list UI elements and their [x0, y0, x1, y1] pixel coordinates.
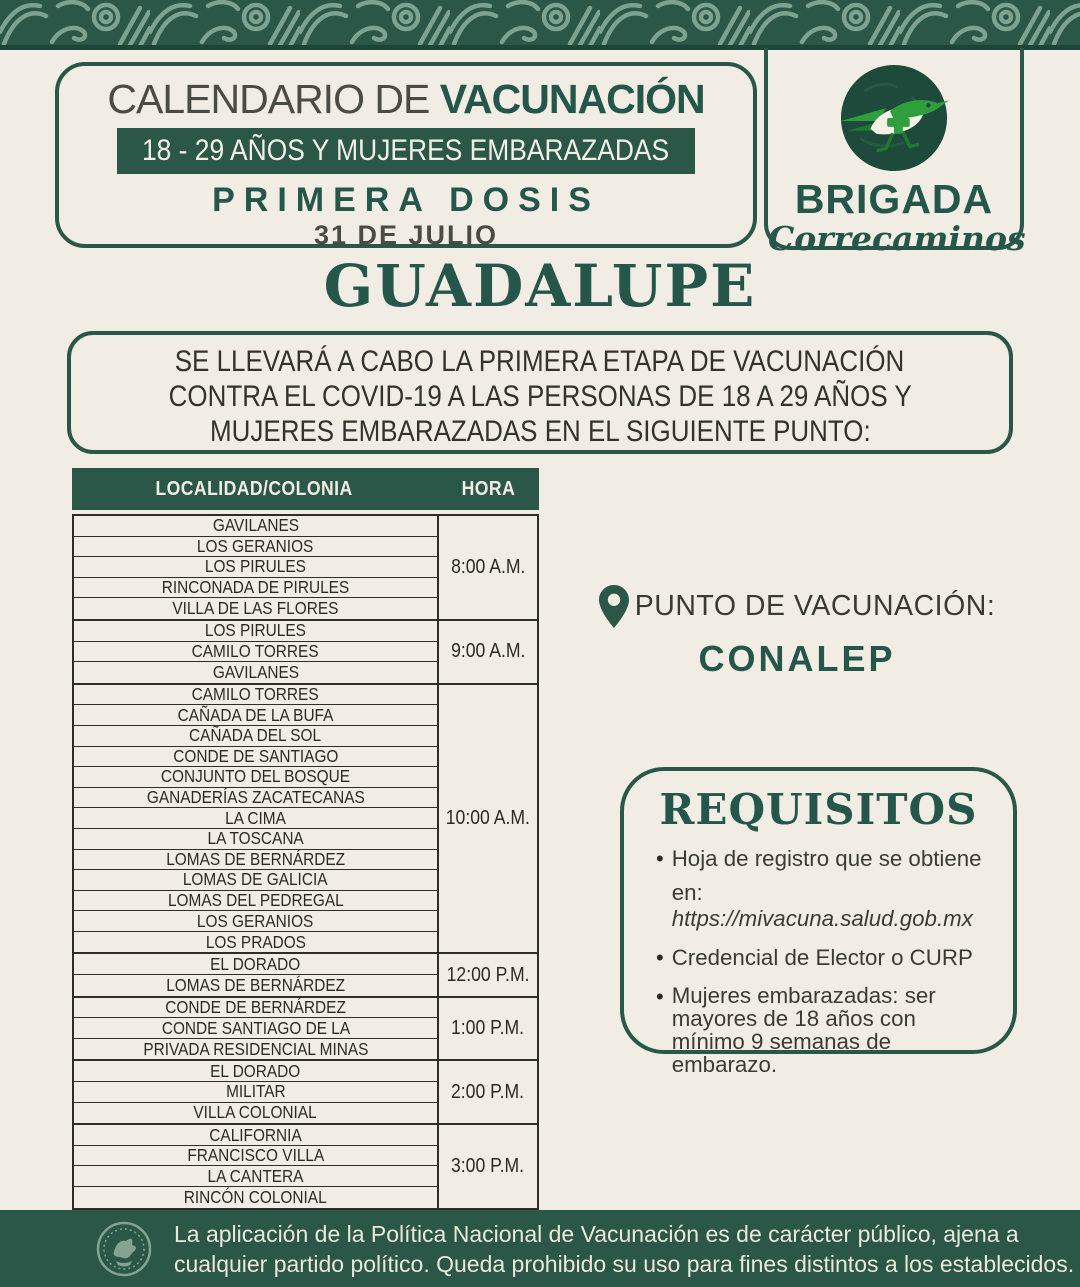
locality-cell: RINCONADA DE PIRULES	[74, 578, 437, 599]
schedule-group	[74, 1125, 537, 1207]
time-cell: 2:00 P.M.	[451, 1080, 525, 1103]
footer-band	[0, 1210, 1080, 1287]
schedule-group	[74, 621, 537, 685]
locality-cell: MILITAR	[74, 1082, 437, 1103]
table-header	[72, 468, 539, 510]
locality-cell: GAVILANES	[74, 516, 437, 537]
brigada-logo-box	[764, 48, 1026, 258]
city-title: GUADALUPE	[323, 252, 757, 320]
locality-cell: LA TOSCANA	[74, 829, 437, 850]
time-cell: 9:00 A.M.	[450, 640, 526, 663]
map-pin-icon	[599, 585, 629, 628]
time-cell: 8:00 A.M.	[450, 555, 526, 578]
locality-cell: CAÑADA DEL SOL	[74, 726, 437, 747]
schedule-group	[74, 998, 537, 1062]
locality-cell: GAVILANES	[212, 661, 299, 682]
dose-label: PRIMERA DOSIS	[212, 181, 600, 219]
column-header-hora: HORA	[461, 477, 515, 500]
requirement-item: • Hoja de registro que se obtiene en: https://mivacuna.salud.gob.mx	[656, 846, 982, 931]
aztec-pattern-icon	[0, 0, 1080, 50]
locality-cell: LOS PRADOS	[205, 931, 306, 952]
schedule-group	[74, 1061, 537, 1125]
bullet-icon: •	[656, 984, 664, 1009]
bullet-icon: •	[656, 945, 664, 970]
time-cell: 1:00 P.M.	[451, 1017, 525, 1040]
locality-cell: LOMAS DE GALICIA	[74, 870, 437, 891]
locality-cell: EL DORADO	[74, 1061, 437, 1082]
correcaminos-label: Correcaminos	[768, 219, 1026, 258]
age-group-banner: 18 - 29 AÑOS Y MUJERES EMBARAZADAS	[117, 128, 695, 174]
calendar-title	[96, 76, 716, 122]
locality-cell: LOS GERANIOS	[74, 911, 437, 932]
locality-cell: CAMILO TORRES	[74, 685, 437, 706]
locality-cell: VILLA DE LAS FLORES	[172, 598, 339, 619]
calendar-title-box	[55, 62, 757, 248]
decorative-pattern-band	[0, 0, 1080, 50]
locality-cell: LA CANTERA	[74, 1166, 437, 1187]
locality-cell: LA CIMA	[74, 808, 437, 829]
requirement-item: • Credencial de Elector o CURP	[656, 945, 973, 970]
locality-cell: CAÑADA DE LA BUFA	[74, 705, 437, 726]
intro-line: MUJERES EMBARAZADAS EN EL SIGUIENTE PUNTO:	[209, 415, 871, 448]
locality-cell: LOMAS DE BERNÁRDEZ	[166, 974, 345, 995]
eagle-silhouette	[114, 1238, 136, 1266]
footer-line: La aplicación de la Política Nacional de Vacunación es de carácter público, ajena a	[174, 1220, 1019, 1247]
schedule-group	[74, 954, 537, 997]
title-regular-part: CALENDARIO DE	[107, 76, 430, 122]
locality-cell: VILLA COLONIAL	[193, 1102, 318, 1123]
locality-cell: CONDE DE BERNÁRDEZ	[74, 998, 437, 1019]
requirements-title: REQUISITOS	[659, 785, 978, 834]
requirements-list	[624, 834, 1013, 1076]
requirements-box	[620, 767, 1017, 1077]
schedule-table	[72, 468, 539, 1210]
time-cell: 10:00 A.M.	[445, 807, 531, 830]
date-label: 31 DE JULIO	[313, 220, 499, 250]
vaccination-point-label: PUNTO DE VACUNACIÓN:	[634, 590, 996, 622]
locality-cell: EL DORADO	[74, 954, 437, 975]
roadrunner-logo-icon	[835, 62, 953, 174]
title-bold-part: VACUNACIÓN	[439, 76, 705, 122]
locality-cell: CONDE DE SANTIAGO	[74, 747, 437, 768]
requirement-item: • Mujeres embarazadas: ser mayores de 18 años con mínimo 9 semanas de embarazo.	[656, 983, 936, 1077]
column-header-localidad: LOCALIDAD/COLONIA	[155, 477, 354, 500]
time-cell: 3:00 P.M.	[451, 1154, 525, 1177]
locality-cell: LOS PIRULES	[74, 557, 437, 578]
locality-cell: CAMILO TORRES	[74, 642, 437, 663]
intro-line: CONTRA EL COVID-19 A LAS PERSONAS DE 18 A 29 AÑOS Y	[168, 380, 912, 413]
footer-line: cualquier partido político. Queda prohibido su uso para fines distintos a los establecidos.	[174, 1250, 1075, 1277]
bird-eye	[926, 103, 930, 107]
locality-cell: RINCÓN COLONIAL	[184, 1186, 327, 1207]
locality-cell: GANADERÍAS ZACATECANAS	[74, 788, 437, 809]
table-body	[72, 514, 539, 1210]
schedule-group	[74, 516, 537, 621]
locality-cell: LOS GERANIOS	[74, 537, 437, 558]
locality-cell: CALIFORNIA	[74, 1125, 437, 1146]
locality-cell: LOS PIRULES	[74, 621, 437, 642]
intro-line: SE LLEVARÁ A CABO LA PRIMERA ETAPA DE VACUNACIÓN	[175, 345, 905, 378]
intro-box	[67, 331, 1013, 454]
locality-cell: PRIVADA RESIDENCIAL MINAS	[142, 1038, 369, 1059]
locality-cell: CONDE SANTIAGO DE LA	[74, 1018, 437, 1039]
schedule-group	[74, 685, 537, 955]
vaccination-point-name: CONALEP	[698, 638, 896, 679]
time-cell: 12:00 P.M.	[446, 963, 530, 986]
bullet-icon: •	[656, 846, 664, 871]
mexico-coat-of-arms-icon	[96, 1221, 152, 1277]
brigada-label: BRIGADA	[794, 176, 994, 222]
locality-cell: LOMAS DEL PEDREGAL	[74, 891, 437, 912]
vaccination-point	[592, 585, 1002, 680]
locality-cell: CONJUNTO DEL BOSQUE	[74, 767, 437, 788]
locality-cell: LOMAS DE BERNÁRDEZ	[74, 850, 437, 871]
footer-disclaimer	[174, 1219, 1074, 1279]
locality-cell: FRANCISCO VILLA	[74, 1146, 437, 1167]
